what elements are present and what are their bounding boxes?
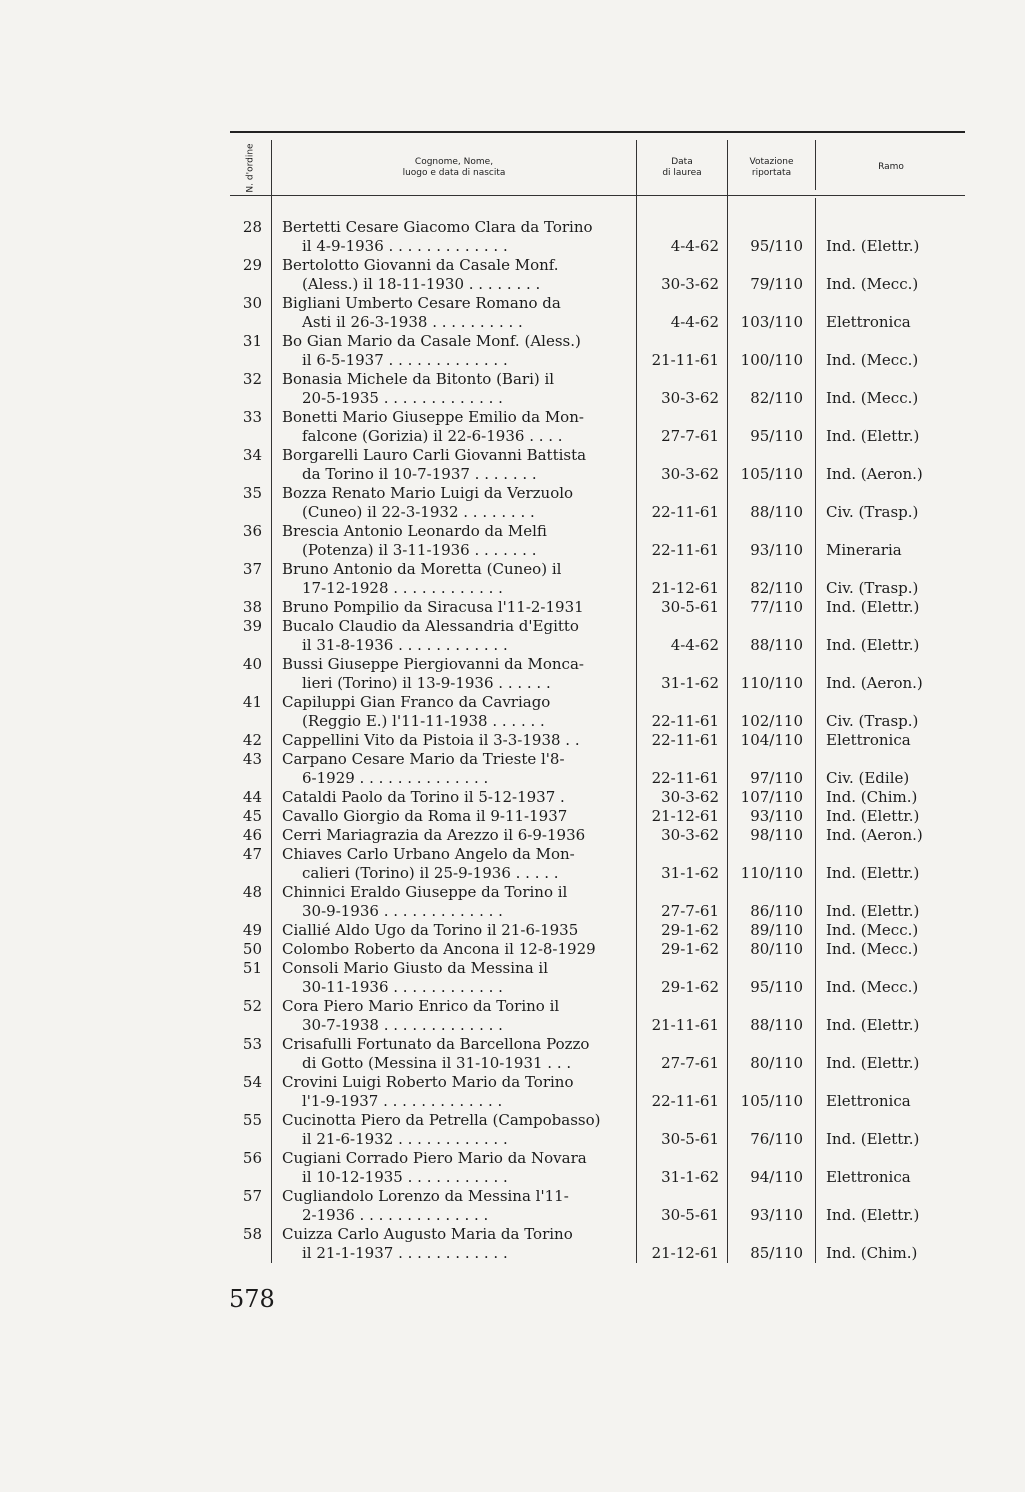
row-date: 4-4-62	[670, 237, 719, 255]
row-name-line2: il 21-1-1937 . . . . . . . . . . . .	[302, 1244, 508, 1262]
row-name-line2: 30-9-1936 . . . . . . . . . . . . .	[302, 902, 503, 920]
row-name-line2: (Aless.) il 18-11-1930 . . . . . . . .	[302, 275, 541, 293]
row-vote: 98/110	[750, 826, 803, 844]
row-name	[282, 617, 624, 655]
table-row	[230, 408, 965, 446]
row-vote: 89/110	[750, 921, 803, 939]
row-name	[282, 731, 624, 750]
row-name-line1: Cavallo Giorgio da Roma il 9-11-1937	[282, 807, 568, 825]
row-number: 52	[242, 997, 262, 1015]
row-ramo: Ind. (Elettr.)	[826, 807, 920, 825]
table-row	[230, 826, 965, 845]
row-name-line2: lieri (Torino) il 13-9-1936 . . . . . .	[302, 674, 551, 692]
table-row	[230, 598, 965, 617]
row-number: 44	[242, 788, 262, 806]
row-vote: 80/110	[750, 1054, 803, 1072]
row-vote: 93/110	[750, 541, 803, 559]
row-ramo: Ind. (Mecc.)	[826, 351, 919, 369]
row-ramo: Civ. (Trasp.)	[826, 712, 919, 730]
row-name-line2: il 4-9-1936 . . . . . . . . . . . . .	[302, 237, 508, 255]
row-name-line2: il 10-12-1935 . . . . . . . . . . .	[302, 1168, 508, 1186]
row-vote: 105/110	[740, 465, 803, 483]
row-name-line1: Bertolotto Giovanni da Casale Monf.	[282, 256, 559, 274]
row-name	[282, 1073, 624, 1111]
row-ramo: Civ. (Trasp.)	[826, 579, 919, 597]
row-vote: 82/110	[750, 579, 803, 597]
row-number: 29	[242, 256, 262, 274]
table-row	[230, 446, 965, 484]
row-ramo: Ind. (Elettr.)	[826, 1206, 920, 1224]
row-name-line1: Bruno Antonio da Moretta (Cuneo) il	[282, 560, 562, 578]
row-name-line2: il 21-6-1932 . . . . . . . . . . . .	[302, 1130, 508, 1148]
row-vote: 80/110	[750, 940, 803, 958]
row-number: 39	[242, 617, 262, 635]
top-rule	[230, 131, 965, 133]
row-vote: 88/110	[750, 1016, 803, 1034]
row-ramo: Ind. (Aeron.)	[826, 826, 923, 844]
row-name-line1: Cataldi Paolo da Torino il 5-12-1937 .	[282, 788, 565, 806]
row-name-line2: (Potenza) il 3-11-1936 . . . . . . .	[302, 541, 537, 559]
row-vote: 93/110	[750, 807, 803, 825]
table-row	[230, 370, 965, 408]
row-date: 30-3-62	[661, 465, 719, 483]
row-name-line2: (Reggio E.) l'11-11-1938 . . . . . .	[302, 712, 545, 730]
row-number: 51	[242, 959, 262, 977]
header-date: Data di laurea	[662, 156, 702, 178]
row-vote: 95/110	[750, 427, 803, 445]
row-ramo: Ind. (Mecc.)	[826, 978, 919, 996]
row-name	[282, 1149, 624, 1187]
row-number: 34	[242, 446, 262, 464]
row-number: 28	[242, 218, 262, 236]
row-name-line1: Cappellini Vito da Pistoia il 3-3-1938 . .	[282, 731, 580, 749]
row-number: 32	[242, 370, 262, 388]
row-date: 22-11-61	[651, 541, 719, 559]
row-ramo: Ind. (Elettr.)	[826, 636, 920, 654]
row-ramo: Ind. (Aeron.)	[826, 465, 923, 483]
row-name	[282, 655, 624, 693]
row-name-line2: l'1-9-1937 . . . . . . . . . . . . .	[302, 1092, 503, 1110]
row-name	[282, 826, 624, 845]
table-row	[230, 1073, 965, 1111]
table-row	[230, 256, 965, 294]
row-name-line1: Crovini Luigi Roberto Mario da Torino	[282, 1073, 574, 1091]
row-name-line2: da Torino il 10-7-1937 . . . . . . .	[302, 465, 537, 483]
table-row	[230, 294, 965, 332]
row-vote: 102/110	[740, 712, 803, 730]
row-name	[282, 959, 624, 997]
row-number: 58	[242, 1225, 262, 1243]
row-ramo: Ind. (Aeron.)	[826, 674, 923, 692]
row-ramo: Ind. (Chim.)	[826, 788, 918, 806]
table-row	[230, 522, 965, 560]
row-date: 22-11-61	[651, 1092, 719, 1110]
row-name-line2: falcone (Gorizia) il 22-6-1936 . . . .	[302, 427, 563, 445]
row-date: 30-3-62	[661, 389, 719, 407]
header-number: N. d'ordine	[245, 142, 256, 193]
row-name-line1: Colombo Roberto da Ancona il 12-8-1929	[282, 940, 596, 958]
row-number: 41	[242, 693, 262, 711]
row-name-line1: Chinnici Eraldo Giuseppe da Torino il	[282, 883, 568, 901]
row-vote: 104/110	[740, 731, 803, 749]
row-name	[282, 218, 624, 256]
row-name-line1: Bucalo Claudio da Alessandria d'Egitto	[282, 617, 579, 635]
row-ramo: Ind. (Elettr.)	[826, 427, 920, 445]
row-vote: 95/110	[750, 237, 803, 255]
row-number: 53	[242, 1035, 262, 1053]
table-row	[230, 218, 965, 256]
row-name-line1: Brescia Antonio Leonardo da Melfi	[282, 522, 547, 540]
row-ramo: Ind. (Chim.)	[826, 1244, 918, 1262]
row-name-line2: 30-7-1938 . . . . . . . . . . . . .	[302, 1016, 503, 1034]
row-vote: 82/110	[750, 389, 803, 407]
row-vote: 88/110	[750, 636, 803, 654]
row-date: 30-3-62	[661, 788, 719, 806]
row-name-line1: Bigliani Umberto Cesare Romano da	[282, 294, 561, 312]
header-vote: Votazione riportata	[749, 156, 794, 178]
row-name-line1: Borgarelli Lauro Carli Giovanni Battista	[282, 446, 587, 464]
row-date: 21-11-61	[651, 351, 719, 369]
row-ramo: Ind. (Elettr.)	[826, 864, 920, 882]
row-date: 22-11-61	[651, 769, 719, 787]
row-name-line2: Asti il 26-3-1938 . . . . . . . . . .	[302, 313, 523, 331]
row-ramo: Ind. (Elettr.)	[826, 598, 920, 616]
row-name-line1: Cucinotta Piero da Petrella (Campobasso)	[282, 1111, 601, 1129]
row-name-line1: Cerri Mariagrazia da Arezzo il 6-9-1936	[282, 826, 586, 844]
row-ramo: Ind. (Elettr.)	[826, 1130, 920, 1148]
row-name	[282, 1035, 624, 1073]
row-vote: 95/110	[750, 978, 803, 996]
row-number: 56	[242, 1149, 262, 1167]
row-date: 29-1-62	[661, 978, 719, 996]
row-number: 36	[242, 522, 262, 540]
row-name-line1: Carpano Cesare Mario da Trieste l'8-	[282, 750, 565, 768]
row-vote: 93/110	[750, 1206, 803, 1224]
row-number: 48	[242, 883, 262, 901]
row-vote: 100/110	[740, 351, 803, 369]
row-number: 38	[242, 598, 262, 616]
row-number: 45	[242, 807, 262, 825]
row-date: 30-5-61	[661, 1206, 719, 1224]
row-date: 30-3-62	[661, 275, 719, 293]
row-date: 22-11-61	[651, 712, 719, 730]
table-row	[230, 997, 965, 1035]
row-name-line1: Capiluppi Gian Franco da Cavriago	[282, 693, 551, 711]
table-row	[230, 883, 965, 921]
row-ramo: Ind. (Mecc.)	[826, 389, 919, 407]
row-ramo: Ind. (Elettr.)	[826, 902, 920, 920]
table-row	[230, 731, 965, 750]
row-date: 31-1-62	[661, 1168, 719, 1186]
row-vote: 105/110	[740, 1092, 803, 1110]
row-vote: 77/110	[750, 598, 803, 616]
row-date: 22-11-61	[651, 503, 719, 521]
row-date: 29-1-62	[661, 921, 719, 939]
row-name-line2: di Gotto (Messina il 31-10-1931 . . .	[302, 1054, 572, 1072]
row-name-line1: Consoli Mario Giusto da Messina il	[282, 959, 549, 977]
row-vote: 103/110	[740, 313, 803, 331]
table-row	[230, 1035, 965, 1073]
row-ramo: Elettronica	[826, 1092, 911, 1110]
row-number: 47	[242, 845, 262, 863]
row-vote: 88/110	[750, 503, 803, 521]
row-name-line1: Ciallié Aldo Ugo da Torino il 21-6-1935	[282, 921, 579, 939]
row-date: 30-3-62	[661, 826, 719, 844]
row-vote: 85/110	[750, 1244, 803, 1262]
row-number: 55	[242, 1111, 262, 1129]
row-vote: 110/110	[740, 674, 803, 692]
row-name-line1: Bo Gian Mario da Casale Monf. (Aless.)	[282, 332, 581, 350]
row-vote: 110/110	[740, 864, 803, 882]
row-name	[282, 256, 624, 294]
row-name	[282, 598, 624, 617]
row-number: 33	[242, 408, 262, 426]
row-name-line2: (Cuneo) il 22-3-1932 . . . . . . . .	[302, 503, 535, 521]
row-name	[282, 693, 624, 731]
table-row	[230, 1187, 965, 1225]
page-number: 578	[229, 1285, 275, 1313]
table-row	[230, 959, 965, 997]
row-name	[282, 940, 624, 959]
row-date: 21-12-61	[651, 579, 719, 597]
row-ramo: Elettronica	[826, 1168, 911, 1186]
row-date: 27-7-61	[661, 902, 719, 920]
row-name-line1: Bussi Giuseppe Piergiovanni da Monca-	[282, 655, 584, 673]
row-number: 30	[242, 294, 262, 312]
row-name-line2: il 6-5-1937 . . . . . . . . . . . . .	[302, 351, 508, 369]
row-date: 22-11-61	[651, 731, 719, 749]
row-number: 57	[242, 1187, 262, 1205]
table-row	[230, 1149, 965, 1187]
row-vote: 76/110	[750, 1130, 803, 1148]
row-ramo: Ind. (Mecc.)	[826, 275, 919, 293]
table-body	[230, 218, 965, 1263]
row-name	[282, 1225, 624, 1263]
row-name-line1: Bruno Pompilio da Siracusa l'11-2-1931	[282, 598, 584, 616]
row-number: 37	[242, 560, 262, 578]
row-number: 42	[242, 731, 262, 749]
row-name	[282, 807, 624, 826]
row-number: 46	[242, 826, 262, 844]
row-name-line1: Cuizza Carlo Augusto Maria da Torino	[282, 1225, 573, 1243]
row-name	[282, 845, 624, 883]
row-date: 27-7-61	[661, 1054, 719, 1072]
row-name-line1: Bozza Renato Mario Luigi da Verzuolo	[282, 484, 574, 502]
row-vote: 94/110	[750, 1168, 803, 1186]
row-date: 30-5-61	[661, 1130, 719, 1148]
row-number: 54	[242, 1073, 262, 1091]
row-name-line2: il 31-8-1936 . . . . . . . . . . . .	[302, 636, 508, 654]
row-name	[282, 560, 624, 598]
row-date: 27-7-61	[661, 427, 719, 445]
row-date: 21-12-61	[651, 807, 719, 825]
table-row	[230, 484, 965, 522]
row-name	[282, 921, 624, 940]
row-ramo: Mineraria	[826, 541, 902, 559]
row-ramo: Ind. (Elettr.)	[826, 237, 920, 255]
row-date: 29-1-62	[661, 940, 719, 958]
row-name-line1: Cugiani Corrado Piero Mario da Novara	[282, 1149, 587, 1167]
header-ramo: Ramo	[878, 162, 904, 172]
row-name-line1: Crisafulli Fortunato da Barcellona Pozzo	[282, 1035, 590, 1053]
table-row	[230, 1111, 965, 1149]
row-vote: 97/110	[750, 769, 803, 787]
row-name	[282, 294, 624, 332]
row-ramo: Civ. (Edile)	[826, 769, 910, 787]
row-vote: 79/110	[750, 275, 803, 293]
row-name	[282, 788, 624, 807]
row-ramo: Ind. (Mecc.)	[826, 940, 919, 958]
row-number: 31	[242, 332, 262, 350]
table-row	[230, 788, 965, 807]
row-date: 30-5-61	[661, 598, 719, 616]
row-name-line1: Bonasia Michele da Bitonto (Bari) il	[282, 370, 555, 388]
row-ramo: Ind. (Elettr.)	[826, 1054, 920, 1072]
row-date: 4-4-62	[670, 636, 719, 654]
table-row	[230, 940, 965, 959]
table-row	[230, 921, 965, 940]
row-name-line2: 30-11-1936 . . . . . . . . . . . .	[302, 978, 503, 996]
row-name	[282, 522, 624, 560]
header-rule	[230, 195, 965, 196]
row-number: 35	[242, 484, 262, 502]
row-vote: 107/110	[740, 788, 803, 806]
row-name	[282, 1187, 624, 1225]
row-ramo: Elettronica	[826, 313, 911, 331]
row-ramo: Elettronica	[826, 731, 911, 749]
row-name-line2: calieri (Torino) il 25-9-1936 . . . . .	[302, 864, 559, 882]
row-name-line1: Cugliandolo Lorenzo da Messina l'11-	[282, 1187, 569, 1205]
row-name	[282, 997, 624, 1035]
table-row	[230, 617, 965, 655]
row-name-line2: 17-12-1928 . . . . . . . . . . . .	[302, 579, 503, 597]
row-name-line1: Cora Piero Mario Enrico da Torino il	[282, 997, 560, 1015]
table-row	[230, 655, 965, 693]
row-name	[282, 484, 624, 522]
row-name-line1: Bertetti Cesare Giacomo Clara da Torino	[282, 218, 593, 236]
header-name: Cognome, Nome, luogo e data di nascita	[402, 156, 506, 178]
row-ramo: Civ. (Trasp.)	[826, 503, 919, 521]
row-name	[282, 446, 624, 484]
row-name	[282, 370, 624, 408]
row-name-line2: 2-1936 . . . . . . . . . . . . . .	[302, 1206, 489, 1224]
row-name	[282, 408, 624, 446]
row-date: 21-11-61	[651, 1016, 719, 1034]
row-number: 50	[242, 940, 262, 958]
table-row	[230, 807, 965, 826]
row-ramo: Ind. (Elettr.)	[826, 1016, 920, 1034]
table-row	[230, 693, 965, 731]
row-vote: 86/110	[750, 902, 803, 920]
row-date: 4-4-62	[670, 313, 719, 331]
row-number: 40	[242, 655, 262, 673]
row-name	[282, 332, 624, 370]
table-row	[230, 750, 965, 788]
row-name	[282, 750, 624, 788]
row-date: 31-1-62	[661, 864, 719, 882]
row-number: 43	[242, 750, 262, 768]
table-row	[230, 1225, 965, 1263]
row-name	[282, 883, 624, 921]
row-ramo: Ind. (Mecc.)	[826, 921, 919, 939]
row-date: 21-12-61	[651, 1244, 719, 1262]
table-row	[230, 845, 965, 883]
table-row	[230, 332, 965, 370]
row-name-line1: Chiaves Carlo Urbano Angelo da Mon-	[282, 845, 575, 863]
row-date: 31-1-62	[661, 674, 719, 692]
row-name-line1: Bonetti Mario Giuseppe Emilio da Mon-	[282, 408, 584, 426]
table-row	[230, 560, 965, 598]
row-name-line2: 20-5-1935 . . . . . . . . . . . . .	[302, 389, 503, 407]
row-number: 49	[242, 921, 262, 939]
row-name-line2: 6-1929 . . . . . . . . . . . . . .	[302, 769, 489, 787]
row-name	[282, 1111, 624, 1149]
